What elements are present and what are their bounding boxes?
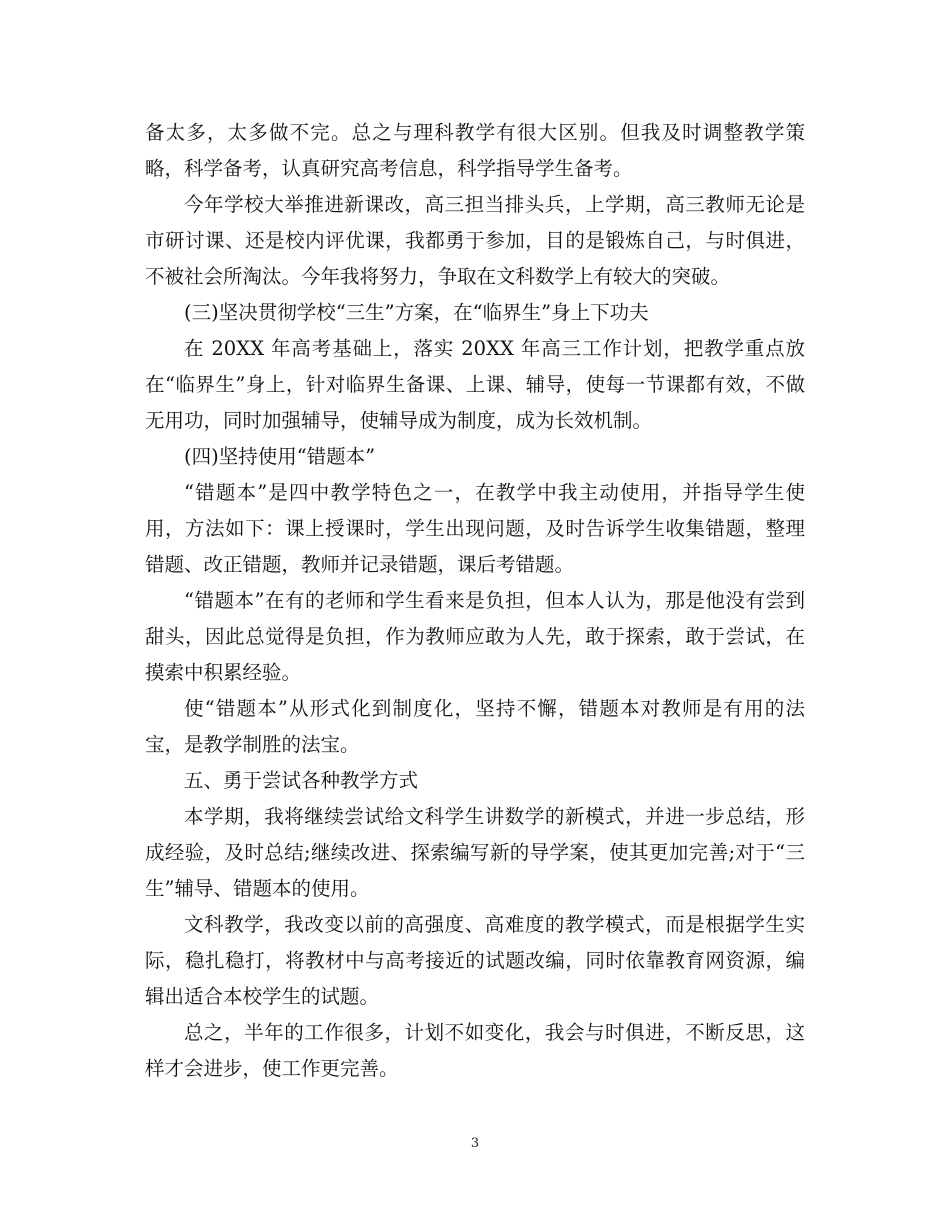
paragraph-continuation: 备太多，太多做不完。总之与理科教学有很大区别。但我及时调整教学策略，科学备考，认真研究高考信息，科学指导学生备考。: [145, 121, 805, 180]
paragraph-error-notebook-system: 使“错题本”从形式化到制度化，坚持不懈，错题本对教师是有用的法宝，是教学制胜的法宝。: [145, 697, 805, 756]
paragraph-liberal-arts-teaching: 文科教学，我改变以前的高强度、高难度的教学模式，而是根据学生实际，稳扎稳打，将教材中与高考接近的试题改编，同时依靠教育网资源，编辑出适合本校学生的试题。: [145, 913, 805, 1008]
paragraph-borderline-students: 在 20XX 年高考基础上，落实 20XX 年高三工作计划，把教学重点放在“临界生”身上，针对临界生备课、上课、辅导，使每一节课都有效，不做无用功，同时加强辅导，使辅导成为制度，成为长效机制。: [145, 337, 805, 432]
paragraph-conclusion: 总之，半年的工作很多，计划不如变化，我会与时俱进，不断反思，这样才会进步，使工作更完善。: [145, 1021, 805, 1080]
paragraph-new-curriculum: 今年学校大举推进新课改，高三担当排头兵，上学期，高三教师无论是市研讨课、还是校内评优课，我都勇于参加，目的是锻炼自己，与时俱进，不被社会所淘汰。今年我将努力，争取在文科数学上有较大的突破。: [145, 193, 805, 288]
paragraph-new-model: 本学期，我将继续尝试给文科学生讲数学的新模式，并进一步总结，形成经验，及时总结;继续改进、探索编写新的导学案，使其更加完善;对于“三生”辅导、错题本的使用。: [145, 805, 805, 900]
page-number: 3: [470, 1136, 480, 1151]
document-body: [145, 115, 805, 1087]
section-heading-five: 五、勇于尝试各种教学方式: [184, 769, 419, 792]
section-heading-four: (四)坚持使用“错题本”: [184, 445, 376, 468]
section-heading-three: (三)坚决贯彻学校“三生”方案，在“临界生”身上下功夫: [184, 301, 649, 324]
paragraph-error-notebook-method: “错题本”是四中教学特色之一，在教学中我主动使用，并指导学生使用，方法如下：课上授课时，学生出现问题，及时告诉学生收集错题，整理错题、改正错题，教师并记录错题，课后考错题。: [145, 481, 805, 576]
paragraph-error-notebook-burden: “错题本”在有的老师和学生看来是负担，但本人认为，那是他没有尝到甜头，因此总觉得是负担，作为教师应敢为人先，敢于探索，敢于尝试，在摸索中积累经验。: [145, 589, 805, 684]
